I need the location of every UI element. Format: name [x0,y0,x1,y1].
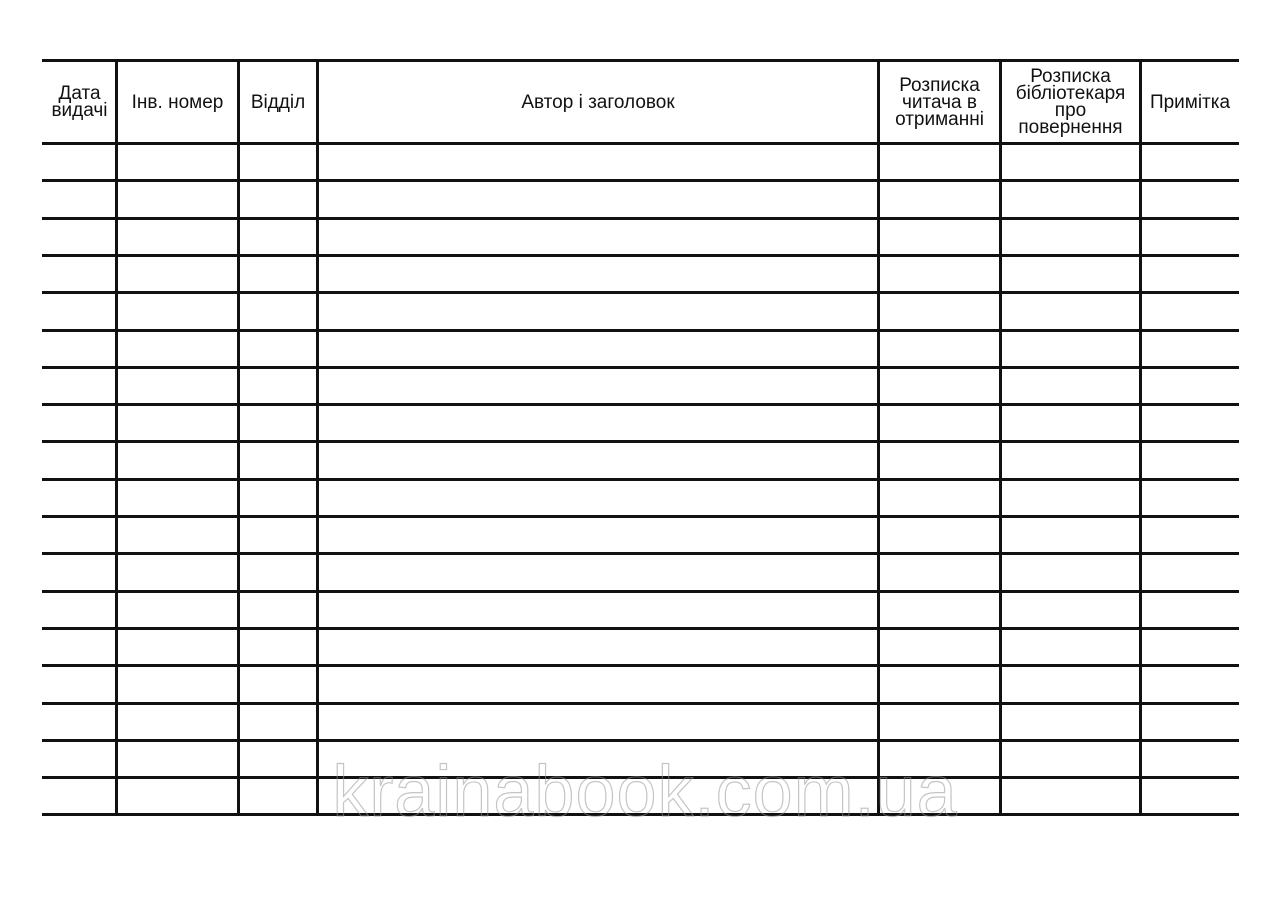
table-row [44,481,1238,516]
header-inventory-number [118,62,237,142]
table-row [44,518,1238,553]
header-reader-signature-line-3: отриманні [895,108,984,130]
header-inventory-number-line-1: Інв. номер [131,91,224,113]
header-department [240,62,316,142]
table-row [44,369,1238,404]
header-reader-signature-line-2: читача в [902,91,977,113]
header-reader-signature-line-1: Розписка [899,74,980,96]
table-row [44,182,1238,217]
header-reader-signature [880,62,999,142]
table-row [44,593,1238,628]
table-row [44,332,1238,367]
header-department-line-1: Відділ [250,91,306,113]
header-librarian-signature-line-3: про [1054,100,1087,121]
header-librarian-signature-line-4: повернення [1018,117,1123,138]
header-issue-date-line-2: видачі [51,100,108,121]
header-librarian-signature-line-2: бібліотекаря [1015,83,1126,104]
table-row [44,145,1238,180]
table-row [44,406,1238,441]
watermark-text: krainabook.com.ua [332,752,958,832]
table-row [44,294,1238,329]
table-row [44,705,1238,740]
header-author-title-line-1: Автор і заголовок [521,91,675,113]
header-author-title [319,62,877,142]
header-librarian-signature-line-1: Розписка [1030,66,1111,87]
table-row [44,257,1238,292]
table-row [44,667,1238,702]
header-note [1142,62,1238,142]
table-row [44,630,1238,665]
table-row [44,443,1238,478]
header-issue-date-line-1: Дата [58,83,101,104]
header-issue-date [44,62,115,142]
table-top-border [42,59,1239,62]
table-row [44,555,1238,590]
table-row [44,220,1238,255]
header-note-line-1: Примітка [1149,91,1231,113]
header-librarian-signature [1002,62,1139,142]
